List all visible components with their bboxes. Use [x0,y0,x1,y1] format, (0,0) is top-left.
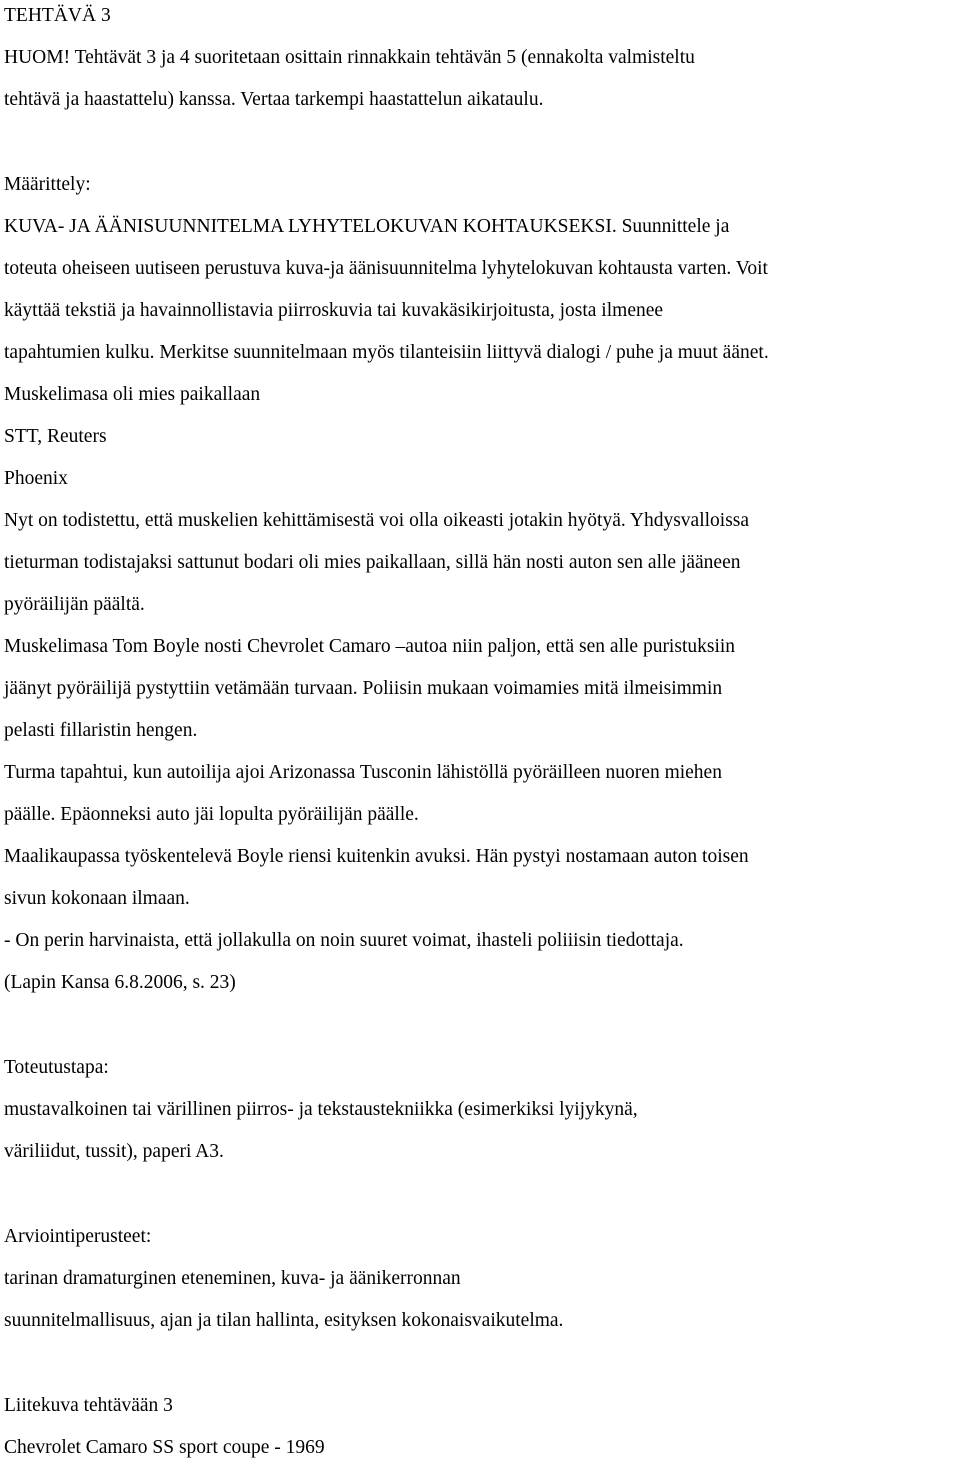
article-citation: (Lapin Kansa 6.8.2006, s. 23) [4,972,236,993]
article-line-6: pelasti fillaristin hengen. [4,720,198,741]
page-title: TEHTÄVÄ 3 [4,5,111,26]
article-line-7: Turma tapahtui, kun autoilija ajoi Arizonassa Tusconin lähistöllä pyöräilleen nuoren miehen [4,762,722,783]
implementation-line-1: mustavalkoinen tai värillinen piirros- ja tekstaustekniikka (esimerkiksi lyijykynä, [4,1099,638,1120]
article-line-10: sivun kokonaan ilmaan. [4,888,190,909]
appendix-heading: Liitekuva tehtävään 3 [4,1395,173,1416]
definition-line-4: tapahtumien kulku. Merkitse suunnitelmaan myös tilanteisiin liittyvä dialogi / puhe ja muut äänet. [4,342,769,363]
article-line-2: tieturman todistajaksi sattunut bodari oli mies paikallaan, sillä hän nosti auton sen alle jääneen [4,552,741,573]
note-line-1: HUOM! Tehtävät 3 ja 4 suoritetaan osittain rinnakkain tehtävän 5 (ennakolta valmisteltu [4,47,695,68]
article-line-4: Muskelimasa Tom Boyle nosti Chevrolet Camaro –autoa niin paljon, että sen alle puristuksiin [4,636,736,657]
definition-line-2: toteuta oheiseen uutiseen perustuva kuva-ja äänisuunnitelma lyhytelokuvan kohtausta varten. Voit [4,258,768,279]
definition-line-3: käyttää tekstiä ja havainnollistavia piirroskuvia tai kuvakäsikirjoitusta, josta ilmenee [4,300,664,321]
definition-line-1: KUVA- JA ÄÄNISUUNNITELMA LYHYTELOKUVAN KOHTAUKSEKSI. Suunnittele ja [4,216,730,237]
note-line-2: tehtävä ja haastattelu) kanssa. Vertaa tarkempi haastattelun aikataulu. [4,89,544,110]
criteria-line-1: tarinan dramaturginen eteneminen, kuva- ja äänikerronnan [4,1268,461,1289]
article-line-9: Maalikaupassa työskentelevä Boyle riensi kuitenkin avuksi. Hän pystyi nostamaan auton toisen [4,846,749,867]
article-line-11: - On perin harvinaista, että jollakulla on noin suuret voimat, ihasteli poliiisin tiedottaja. [4,930,684,951]
article-line-8: päälle. Epäonneksi auto jäi lopulta pyöräilijän päälle. [4,804,419,825]
article-location: Phoenix [4,468,68,489]
article-line-1: Nyt on todistettu, että muskelien kehittämisestä voi olla oikeasti jotakin hyötyä. Yhdysvalloissa [4,510,750,531]
article-headline: Muskelimasa oli mies paikallaan [4,384,261,405]
definition-heading: Määrittely: [4,174,91,195]
article-source: STT, Reuters [4,426,107,447]
appendix-caption: Chevrolet Camaro SS sport coupe - 1969 [4,1437,325,1458]
article-line-3: pyöräilijän päältä. [4,594,145,615]
criteria-line-2: suunnitelmallisuus, ajan ja tilan hallinta, esityksen kokonaisvaikutelma. [4,1310,564,1331]
criteria-heading: Arviointiperusteet: [4,1226,152,1247]
implementation-heading: Toteutustapa: [4,1057,109,1078]
implementation-line-2: väriliidut, tussit), paperi A3. [4,1141,224,1162]
article-line-5: jäänyt pyöräilijä pystyttiin vetämään turvaan. Poliisin mukaan voimamies mitä ilmeisimmin [4,678,723,699]
